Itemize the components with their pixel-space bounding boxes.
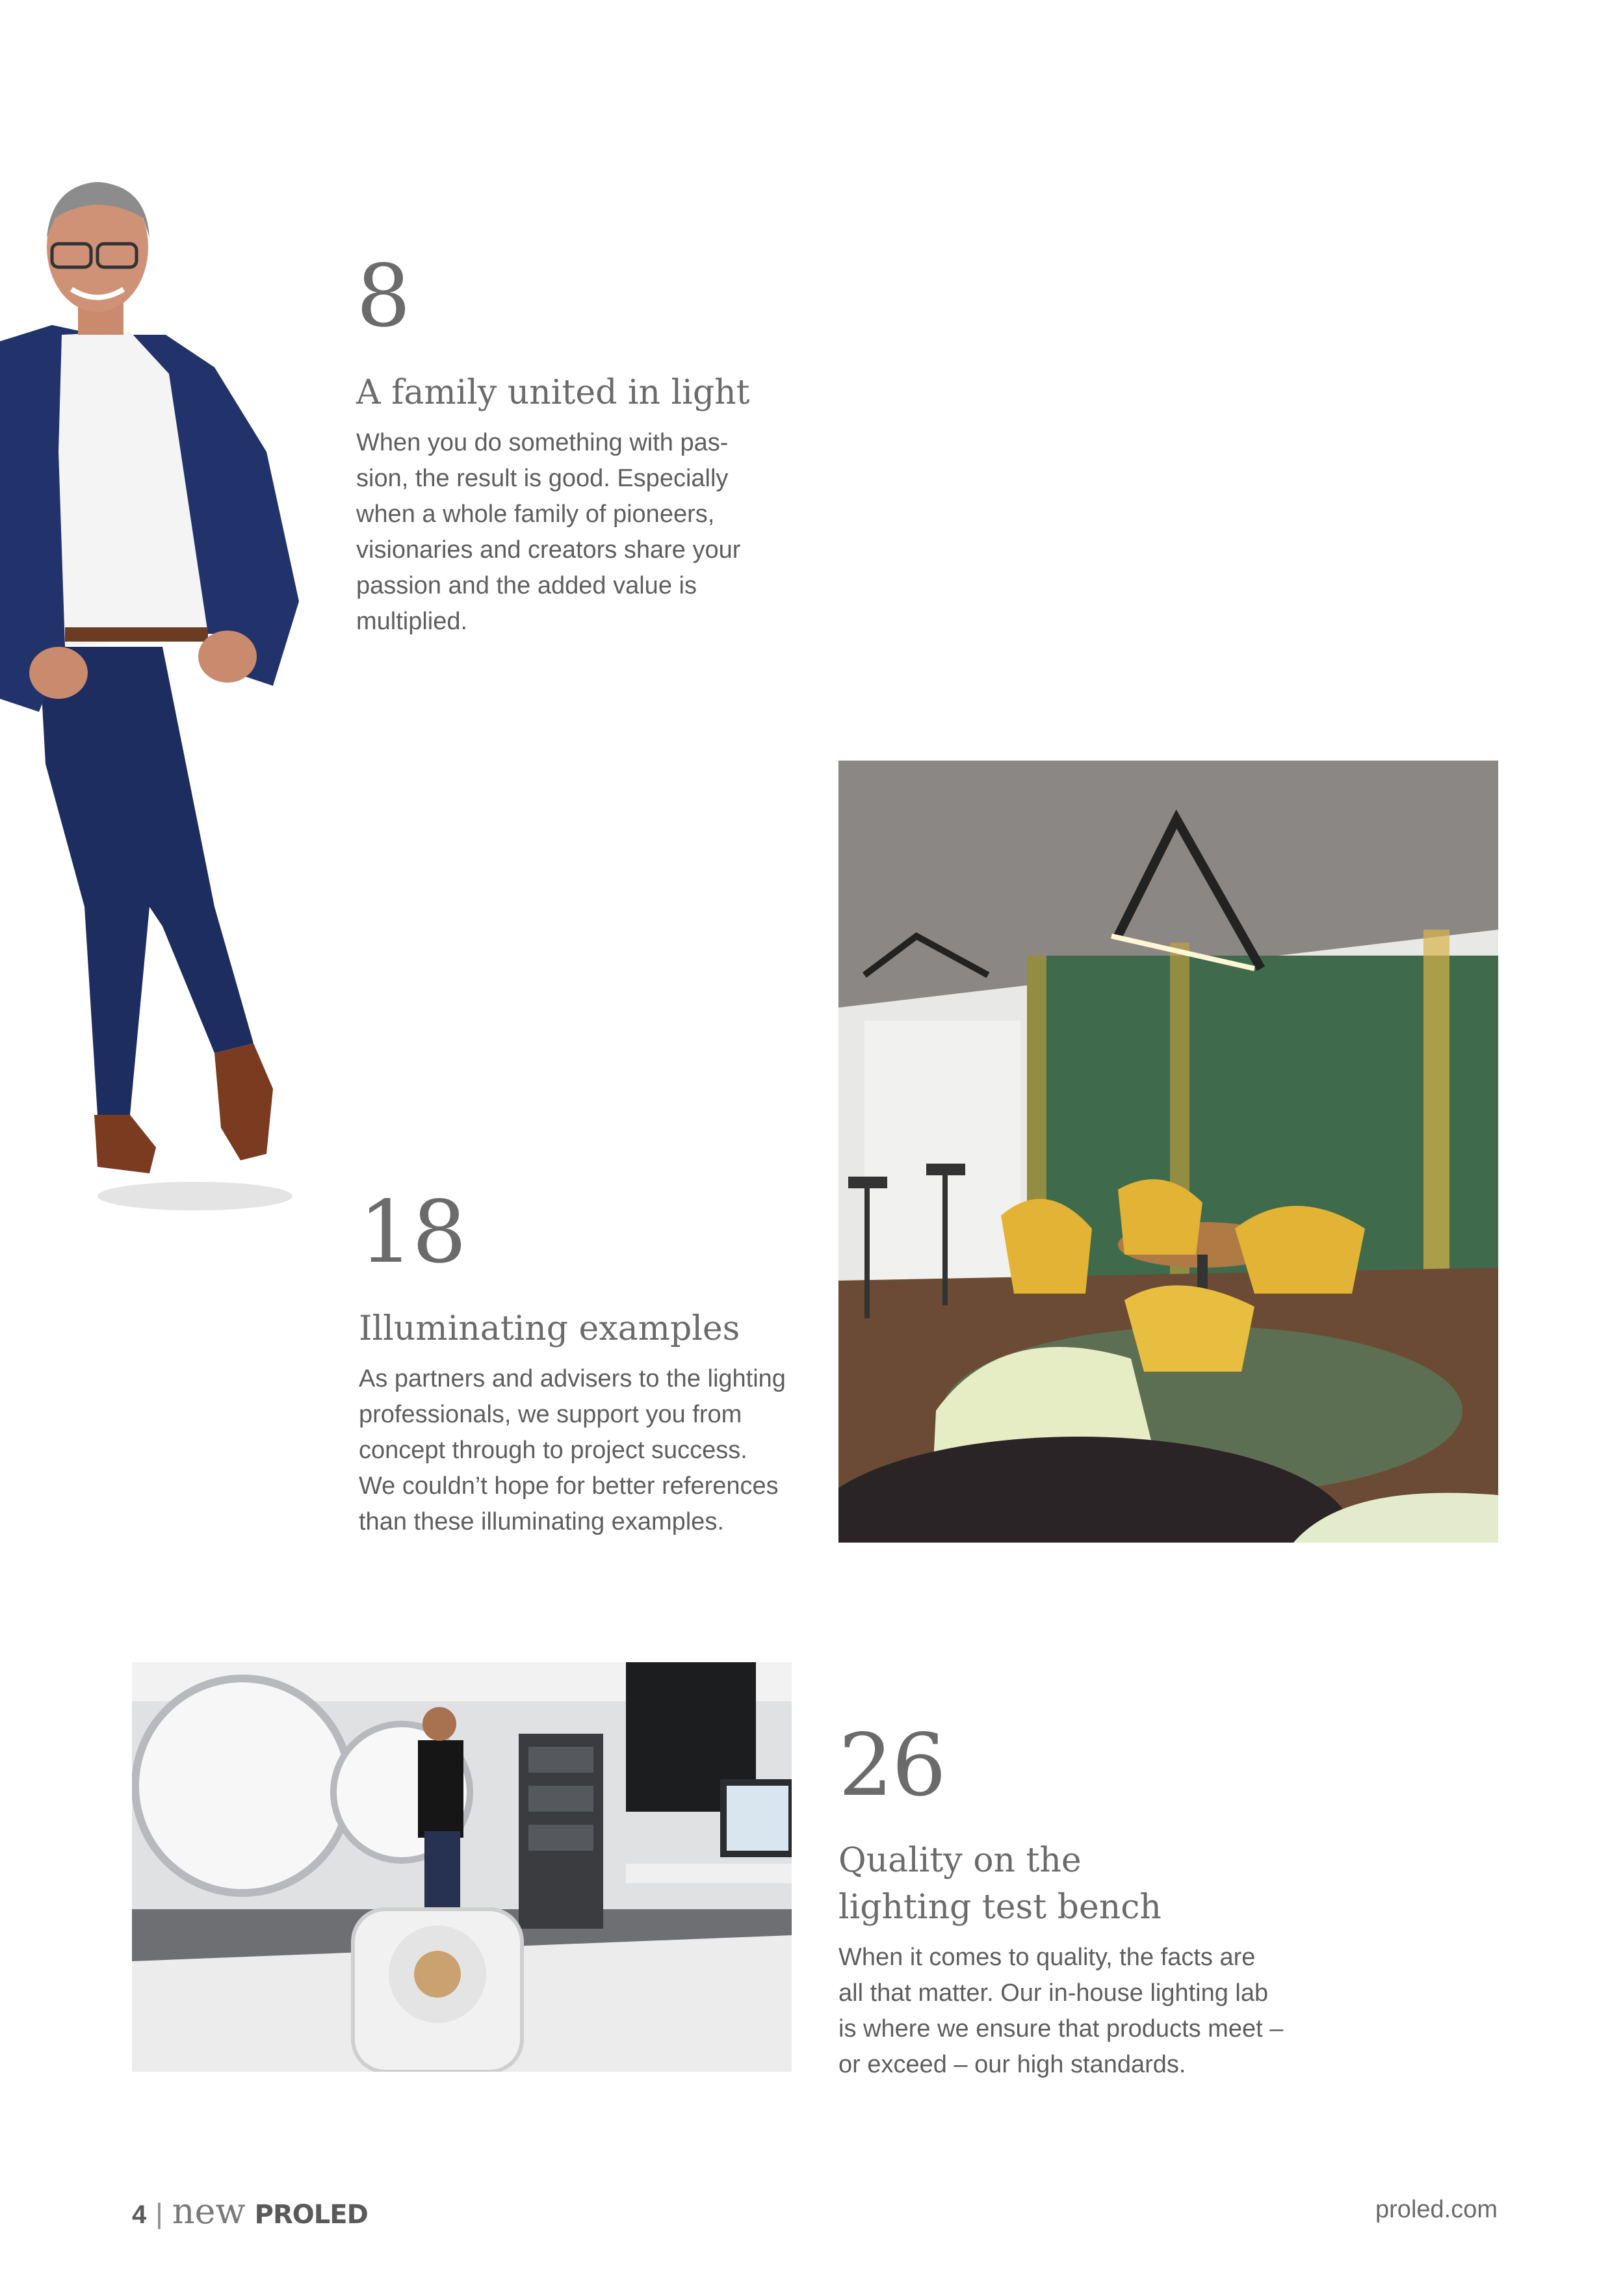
- section-2: [359, 1182, 827, 1540]
- footer-separator: |: [155, 2198, 163, 2230]
- section-3: [838, 1715, 1332, 2083]
- section-title: Quality on the lighting test bench: [838, 1841, 1162, 1927]
- section-text: When you do something with pas- sion, the result is good. Especially when a whole family of pioneers, visionaries and creators share your passion and the added value is multiplied.: [356, 429, 741, 635]
- person-photo: [0, 179, 305, 1212]
- section-title: Illuminating examples: [359, 1309, 740, 1348]
- section-page-number: 18: [359, 1182, 465, 1283]
- website-link[interactable]: proled.com: [1375, 2196, 1498, 2223]
- page-number: 4: [132, 2200, 147, 2229]
- office-photo: [838, 761, 1498, 1543]
- section-page-number: 8: [356, 246, 409, 346]
- section-1: [356, 246, 824, 640]
- section-page-number: 26: [838, 1715, 945, 1816]
- brand-prefix: new: [172, 2191, 246, 2232]
- section-text: When it comes to quality, the facts are all that matter. Our in-house lighting lab is where we ensure that products meet – or exceed – our high standards.: [838, 1944, 1284, 2078]
- section-text: As partners and advisers to the lighting professionals, we support you from concept through to project success. We couldn’t hope for better references than these illuminating examples.: [359, 1365, 786, 1535]
- section-title: A family united in light: [356, 373, 750, 412]
- brand-logo: PROLED: [254, 2200, 368, 2230]
- lab-photo: [132, 1662, 792, 2072]
- footer-left: [132, 2191, 368, 2232]
